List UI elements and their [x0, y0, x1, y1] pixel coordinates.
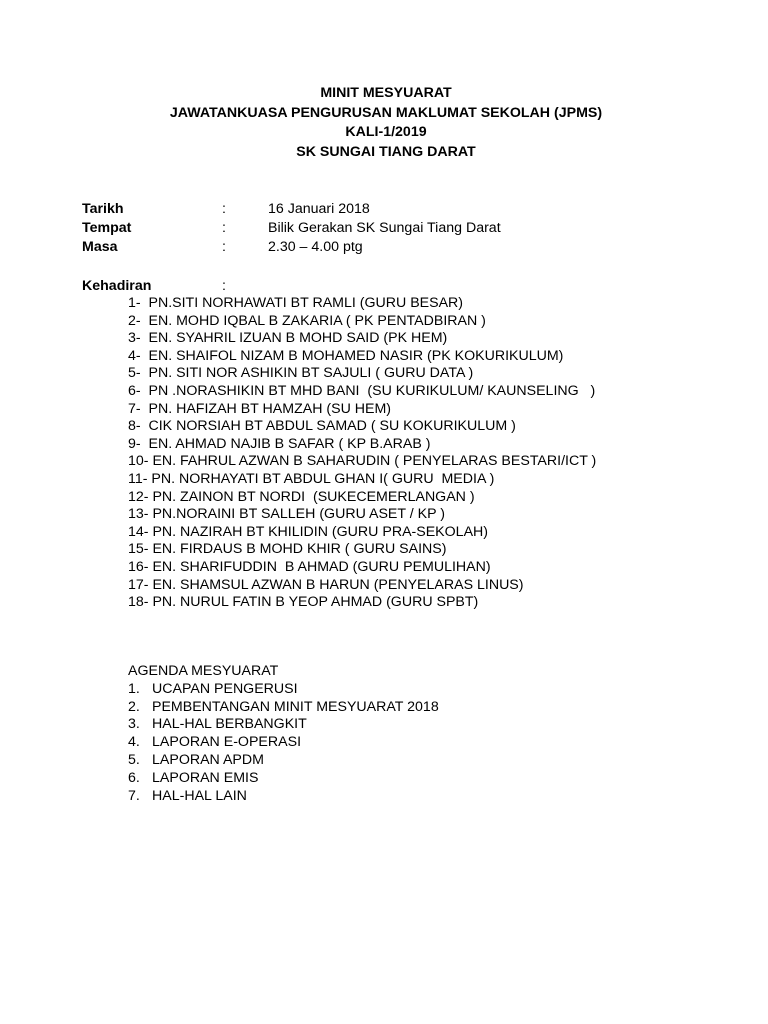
masa-colon: : — [222, 239, 226, 255]
agenda-item-text: PEMBENTANGAN MINIT MESYUARAT 2018 — [152, 698, 439, 715]
tarikh-label: Tarikh — [82, 201, 124, 217]
tempat-value: Bilik Gerakan SK Sungai Tiang Darat — [268, 220, 501, 236]
agenda-item — [128, 770, 439, 788]
tempat-label: Tempat — [82, 220, 132, 236]
list-item: 1- PN.SITI NORHAWATI BT RAMLI (GURU BESAR) — [128, 295, 464, 311]
list-item: 9- EN. AHMAD NAJIB B SAFAR ( KP B.ARAB ) — [128, 435, 431, 452]
list-item: 7- PN. HAFIZAH BT HAMZAH (SU HEM) — [128, 400, 392, 417]
agenda-item — [128, 734, 439, 752]
agenda-item-number: 6. — [128, 769, 140, 786]
agenda-item — [128, 716, 439, 734]
list-item: 17- EN. SHAMSUL AZWAN B HARUN (PENYELARAS LINUS) — [128, 576, 524, 593]
list-item: 16- EN. SHARIFUDDIN B AHMAD (GURU PEMULIHAN) — [128, 558, 491, 575]
agenda-item-text: LAPORAN EMIS — [152, 769, 259, 786]
list-item: 4- EN. SHAIFOL NIZAM B MOHAMED NASIR (PK KOKURIKULUM) — [128, 347, 564, 364]
agenda-item-number: 3. — [128, 716, 140, 733]
document-header — [0, 84, 768, 162]
header-title: MINIT MESYUARAT — [320, 85, 452, 101]
tempat-colon: : — [222, 220, 226, 236]
header-session: KALI-1/2019 — [345, 124, 427, 140]
agenda-item — [128, 681, 439, 699]
agenda-title: AGENDA MESYUARAT — [128, 663, 279, 679]
agenda-item-text: UCAPAN PENGERUSI — [152, 680, 298, 697]
agenda-list — [128, 681, 439, 806]
agenda-item-number: 4. — [128, 734, 140, 751]
agenda-item-number: 5. — [128, 751, 140, 768]
list-item: 8- CIK NORSIAH BT ABDUL SAMAD ( SU KOKURIKULUM ) — [128, 418, 516, 435]
list-item: 18- PN. NURUL FATIN B YEOP AHMAD (GURU SPBT) — [128, 594, 479, 611]
agenda-item-text: LAPORAN APDM — [152, 751, 264, 768]
list-item: 12- PN. ZAINON BT NORDI (SUKECEMERLANGAN ) — [128, 488, 475, 505]
list-item: 14- PN. NAZIRAH BT KHILIDIN (GURU PRA-SEKOLAH) — [128, 523, 489, 540]
kehadiran-label: Kehadiran — [82, 278, 152, 294]
agenda-item-text: HAL-HAL BERBANGKIT — [152, 716, 307, 733]
tarikh-value: 16 Januari 2018 — [268, 201, 370, 217]
tarikh-colon: : — [222, 201, 226, 217]
masa-value: 2.30 – 4.00 ptg — [268, 239, 363, 255]
agenda-item-number: 2. — [128, 698, 140, 715]
list-item: 5- PN. SITI NOR ASHIKIN BT SAJULI ( GURU DATA ) — [128, 365, 474, 382]
agenda-item — [128, 788, 439, 806]
agenda-item-text: HAL-HAL LAIN — [152, 787, 247, 804]
list-item: 13- PN.NORAINI BT SALLEH (GURU ASET / KP ) — [128, 506, 445, 523]
kehadiran-colon: : — [222, 278, 226, 294]
agenda-item-text: LAPORAN E-OPERASI — [152, 734, 302, 751]
agenda-item — [128, 752, 439, 770]
header-school: SK SUNGAI TIANG DARAT — [296, 143, 476, 160]
agenda-item-number: 7. — [128, 787, 140, 804]
list-item: 2- EN. MOHD IQBAL B ZAKARIA ( PK PENTADBIRAN ) — [128, 312, 486, 329]
header-committee: JAWATANKUASA PENGURUSAN MAKLUMAT SEKOLAH (JPMS) — [169, 104, 603, 121]
agenda-item-number: 1. — [128, 680, 140, 697]
list-item: 3- EN. SYAHRIL IZUAN B MOHD SAID (PK HEM) — [128, 330, 448, 347]
attendee-list — [128, 295, 596, 612]
masa-label: Masa — [82, 239, 118, 255]
agenda-item — [128, 699, 439, 717]
list-item: 15- EN. FIRDAUS B MOHD KHIR ( GURU SAINS) — [128, 541, 447, 558]
list-item: 11- PN. NORHAYATI BT ABDUL GHAN I( GURU MEDIA ) — [128, 470, 495, 487]
list-item: 10- EN. FAHRUL AZWAN B SAHARUDIN ( PENYELARAS BESTARI/ICT ) — [128, 453, 597, 470]
list-item: 6- PN .NORASHIKIN BT MHD BANI (SU KURIKULUM/ KAUNSELING ) — [128, 382, 596, 399]
agenda-section — [128, 663, 439, 805]
